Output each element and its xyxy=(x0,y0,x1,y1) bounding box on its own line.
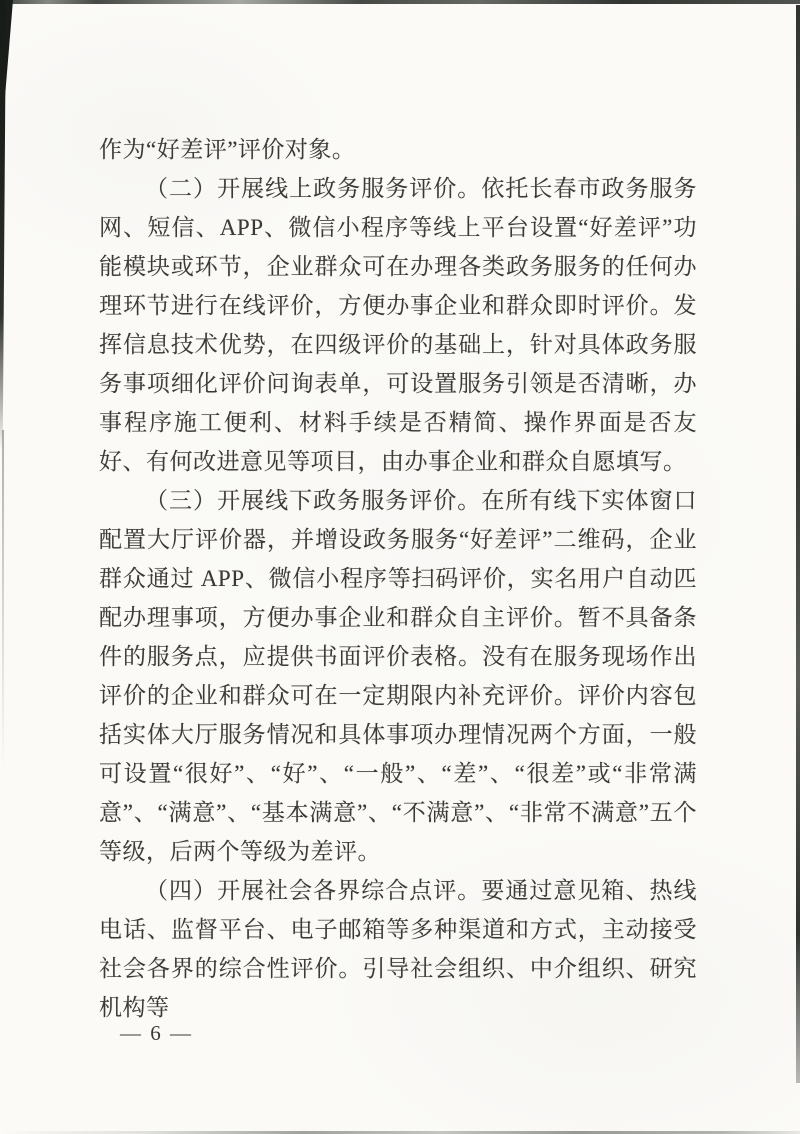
scan-artifact-right-edge xyxy=(796,5,800,1083)
document-body xyxy=(99,130,697,1027)
page-number: — 6 — xyxy=(120,1021,193,1045)
body-paragraph: （三）开展线下政务服务评价。在所有线下实体窗口配置大厅评价器，并增设政务服务“好差评”二维码，企业群众通过 APP、微信小程序等扫码评价，实名用户自动匹配办理事项，方便办事企业和群众自主评价。暂不具备条件的服务点，应提供书面评价表格。没有在服务现场作出评价的企业和群众可在一定期限内补充评价。评价内容包括实体大厅服务情况和具体事项办理情况两个方面，一般可设置“很好”、“好”、“一般”、“差”、“很差”或“非常满意”、“满意”、“基本满意”、“不满意”、“非常不满意”五个等级，后两个等级为差评。 xyxy=(99,488,697,864)
body-paragraph: （四）开展社会各界综合点评。要通过意见箱、热线电话、监督平台、电子邮箱等多种渠道和方式，主动接受社会各界的综合性评价。引导社会组织、中介组织、研究机构等 xyxy=(99,878,697,1020)
scan-artifact-left-line xyxy=(2,430,4,790)
scan-artifact-top-edge xyxy=(0,0,800,4)
body-paragraph: 作为“好差评”评价对象。 xyxy=(99,137,356,162)
scan-artifact-left-edge xyxy=(0,0,6,450)
body-paragraph: （二）开展线上政务服务评价。依托长春市政务服务网、短信、APP、微信小程序等线上平台设置“好差评”功能模块或环节，企业群众可在办理各类政务服务的任何办理环节进行在线评价，方便办事企业和群众即时评价。发挥信息技术优势，在四级评价的基础上，针对具体政务服务事项细化评价问询表单，可设置服务引领是否清晰，办事程序施工便利、材料手续是否精简、操作界面是否友好、有何改进意见等项目，由办事企业和群众自愿填写。 xyxy=(99,176,697,474)
